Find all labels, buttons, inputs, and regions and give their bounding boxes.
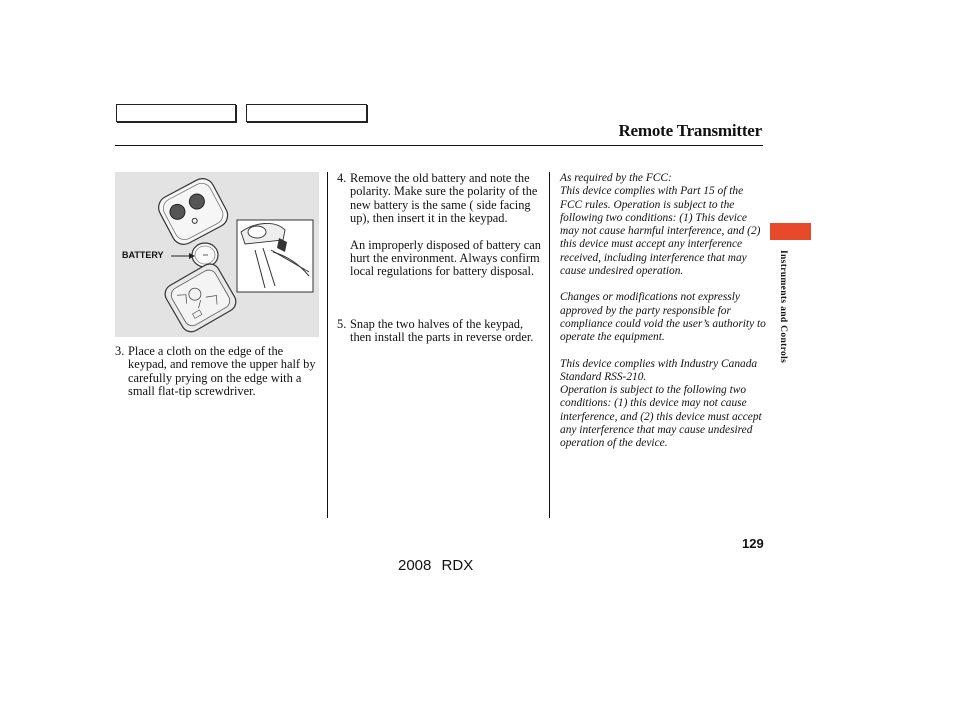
model-label: 2008 RDX: [398, 557, 474, 574]
step-number: 3.: [115, 344, 125, 358]
nav-box-left[interactable]: [116, 104, 236, 122]
header-rule: [115, 145, 763, 146]
step-number: 4.: [337, 171, 347, 185]
section-tab[interactable]: [770, 223, 811, 240]
fcc-heading: As required by the FCC:: [560, 172, 672, 184]
step-3: [115, 345, 325, 399]
fcc-text: This device complies with Part 15 of the FCC rules. Operation is subject to the following two conditions: (1) This device may not cause harmful interference, and (2) this device must accept any interference received, including interference that may cause undesired operation.: [560, 185, 761, 278]
canada-text: This device complies with Industry Canada Standard RSS-210.: [560, 357, 758, 383]
nav-box-right[interactable]: [246, 104, 367, 122]
battery-illustration: [115, 172, 319, 337]
coin-battery-icon: [192, 243, 218, 267]
step-4: [337, 172, 544, 279]
section-tab-label: Instruments and Controls: [778, 250, 789, 364]
changes-text: Changes or modifications not expressly approved by the party responsible for compliance could void the user’s authority to operate the equipment.: [560, 291, 766, 344]
step-number: 5.: [337, 317, 347, 331]
disposal-note: An improperly disposed of battery can hurt the environment. Always confirm local regulations for battery disposal.: [350, 237, 541, 279]
battery-callout-label: BATTERY: [122, 250, 164, 260]
keypad-lower-half: [162, 260, 240, 335]
column-divider-right: [549, 172, 550, 518]
fcc-notice: [560, 172, 766, 451]
page-number: 129: [742, 536, 764, 551]
step-text: Snap the two halves of the keypad, then install the parts in reverse order.: [350, 317, 534, 345]
canada-text-2: Operation is subject to the following two conditions: (1) this device may not cause interference, and (2) this device must accept any interference that may cause undesired operation of the device.: [560, 384, 762, 450]
page-title: Remote Transmitter: [618, 121, 762, 140]
step-text: Remove the old battery and note the polarity. Make sure the polarity of the new battery is the same ( side facing up), then insert it in the keypad.: [350, 171, 538, 226]
keypad-upper-half: [154, 174, 231, 248]
step-text: Place a cloth on the edge of the keypad, and remove the upper half by carefully prying on the edge with a small flat-tip screwdriver.: [128, 344, 316, 399]
step-5: [337, 318, 544, 345]
screwdriver-detail-inset: [237, 220, 313, 292]
column-divider-left: [327, 172, 328, 518]
